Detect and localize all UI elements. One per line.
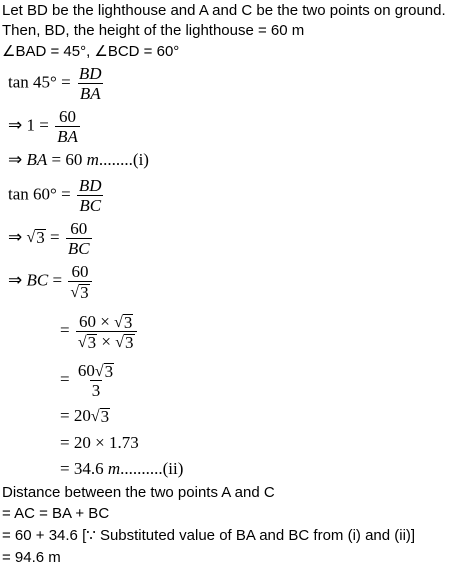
radicand: 3 bbox=[125, 333, 134, 352]
number: 34.6 bbox=[73, 459, 104, 478]
times-symbol: × bbox=[100, 312, 110, 331]
implies-symbol: ⇒ bbox=[8, 150, 23, 169]
fraction bbox=[76, 361, 116, 400]
fraction bbox=[77, 64, 104, 103]
text-ac: = AC = BA + BC bbox=[2, 505, 110, 522]
fraction bbox=[66, 219, 92, 258]
numerator: BD bbox=[78, 176, 102, 195]
equals: = bbox=[60, 369, 70, 389]
radicand: 3 bbox=[123, 313, 133, 332]
numerator: BD bbox=[78, 64, 102, 83]
number: 60 bbox=[77, 361, 95, 380]
text-sum: = 60 + 34.6 [∵ Substituted value of BA and BC from (i) and (ii)] bbox=[2, 527, 416, 544]
number: 20 bbox=[73, 433, 91, 452]
implies-symbol: ⇒ bbox=[8, 270, 23, 290]
eq-one bbox=[8, 107, 82, 146]
equals: = bbox=[60, 433, 70, 452]
denominator: √ 3 × √ 3 bbox=[76, 331, 137, 351]
equals: = bbox=[52, 270, 63, 290]
equals: = bbox=[60, 459, 70, 478]
text-line-3: ∠BAD = 45°, ∠BCD = 60° bbox=[2, 43, 180, 60]
equation-tag: (i) bbox=[132, 150, 149, 169]
dots: ........ bbox=[98, 150, 133, 169]
denominator: 3 bbox=[91, 381, 101, 400]
numerator: 60 × √ 3 bbox=[78, 312, 133, 332]
eq-ba bbox=[8, 150, 149, 170]
equals: = bbox=[50, 227, 60, 247]
eq-bc-result bbox=[60, 459, 183, 479]
radicand: 3 bbox=[80, 283, 89, 302]
number: 1.73 bbox=[108, 433, 139, 452]
number: 1 bbox=[26, 115, 35, 135]
equals: = bbox=[61, 72, 71, 92]
fraction bbox=[77, 176, 104, 215]
eq-rationalize bbox=[60, 312, 139, 351]
radicand: 3 bbox=[104, 362, 114, 381]
equation-tag: (ii) bbox=[162, 459, 184, 478]
fraction bbox=[68, 262, 91, 301]
radicand: 3 bbox=[100, 407, 110, 426]
numerator: 60 √ 3 bbox=[77, 361, 114, 381]
denominator: BA bbox=[79, 84, 101, 103]
numerator: 60 bbox=[71, 262, 89, 281]
implies-symbol: ⇒ bbox=[8, 227, 23, 247]
eq-20x173 bbox=[60, 433, 139, 453]
eq-bc bbox=[8, 262, 94, 301]
numerator: 60 bbox=[70, 219, 88, 238]
square-root: √ 3 bbox=[90, 407, 110, 426]
eq-tan60 bbox=[8, 176, 106, 215]
eq-20root3 bbox=[60, 406, 110, 426]
unit: m bbox=[86, 150, 99, 169]
tan60-label: tan 60° bbox=[8, 184, 57, 204]
fraction bbox=[76, 312, 137, 351]
radicand: 3 bbox=[87, 333, 97, 352]
fraction bbox=[55, 107, 80, 146]
denominator: BC bbox=[79, 196, 102, 215]
variable: BC bbox=[26, 270, 49, 290]
square-root: √ 3 bbox=[26, 228, 45, 248]
text-result: = 94.6 m bbox=[2, 549, 61, 566]
text-distance: Distance between the two points A and C bbox=[2, 484, 275, 501]
number: 60 bbox=[65, 150, 83, 169]
denominator: BA bbox=[57, 127, 78, 146]
numerator: 60 bbox=[58, 107, 76, 126]
text-line-2: Then, BD, the height of the lighthouse = 60 m bbox=[2, 22, 305, 39]
equals: = bbox=[61, 184, 71, 204]
equals: = bbox=[60, 406, 70, 425]
number: 60 bbox=[78, 312, 96, 331]
times-symbol: × bbox=[101, 332, 111, 351]
variable: BA bbox=[26, 150, 48, 169]
tan45-label: tan 45° bbox=[8, 72, 57, 92]
denominator: √ 3 bbox=[68, 281, 91, 301]
times-symbol: × bbox=[95, 433, 105, 452]
radicand: 3 bbox=[36, 228, 45, 248]
text-line-1: Let BD be the lighthouse and A and C be the two points on ground. bbox=[2, 2, 446, 19]
implies-symbol: ⇒ bbox=[8, 115, 23, 135]
eq-sqrt3 bbox=[8, 219, 94, 258]
unit: m bbox=[107, 459, 121, 478]
denominator: BC bbox=[67, 239, 90, 258]
equals: = bbox=[51, 150, 62, 169]
dots: .......... bbox=[120, 459, 163, 478]
number: 20 bbox=[73, 406, 91, 425]
equals: = bbox=[39, 115, 49, 135]
eq-60root3-over-3 bbox=[60, 361, 118, 400]
eq-tan45 bbox=[8, 64, 106, 103]
equals: = bbox=[60, 320, 70, 340]
